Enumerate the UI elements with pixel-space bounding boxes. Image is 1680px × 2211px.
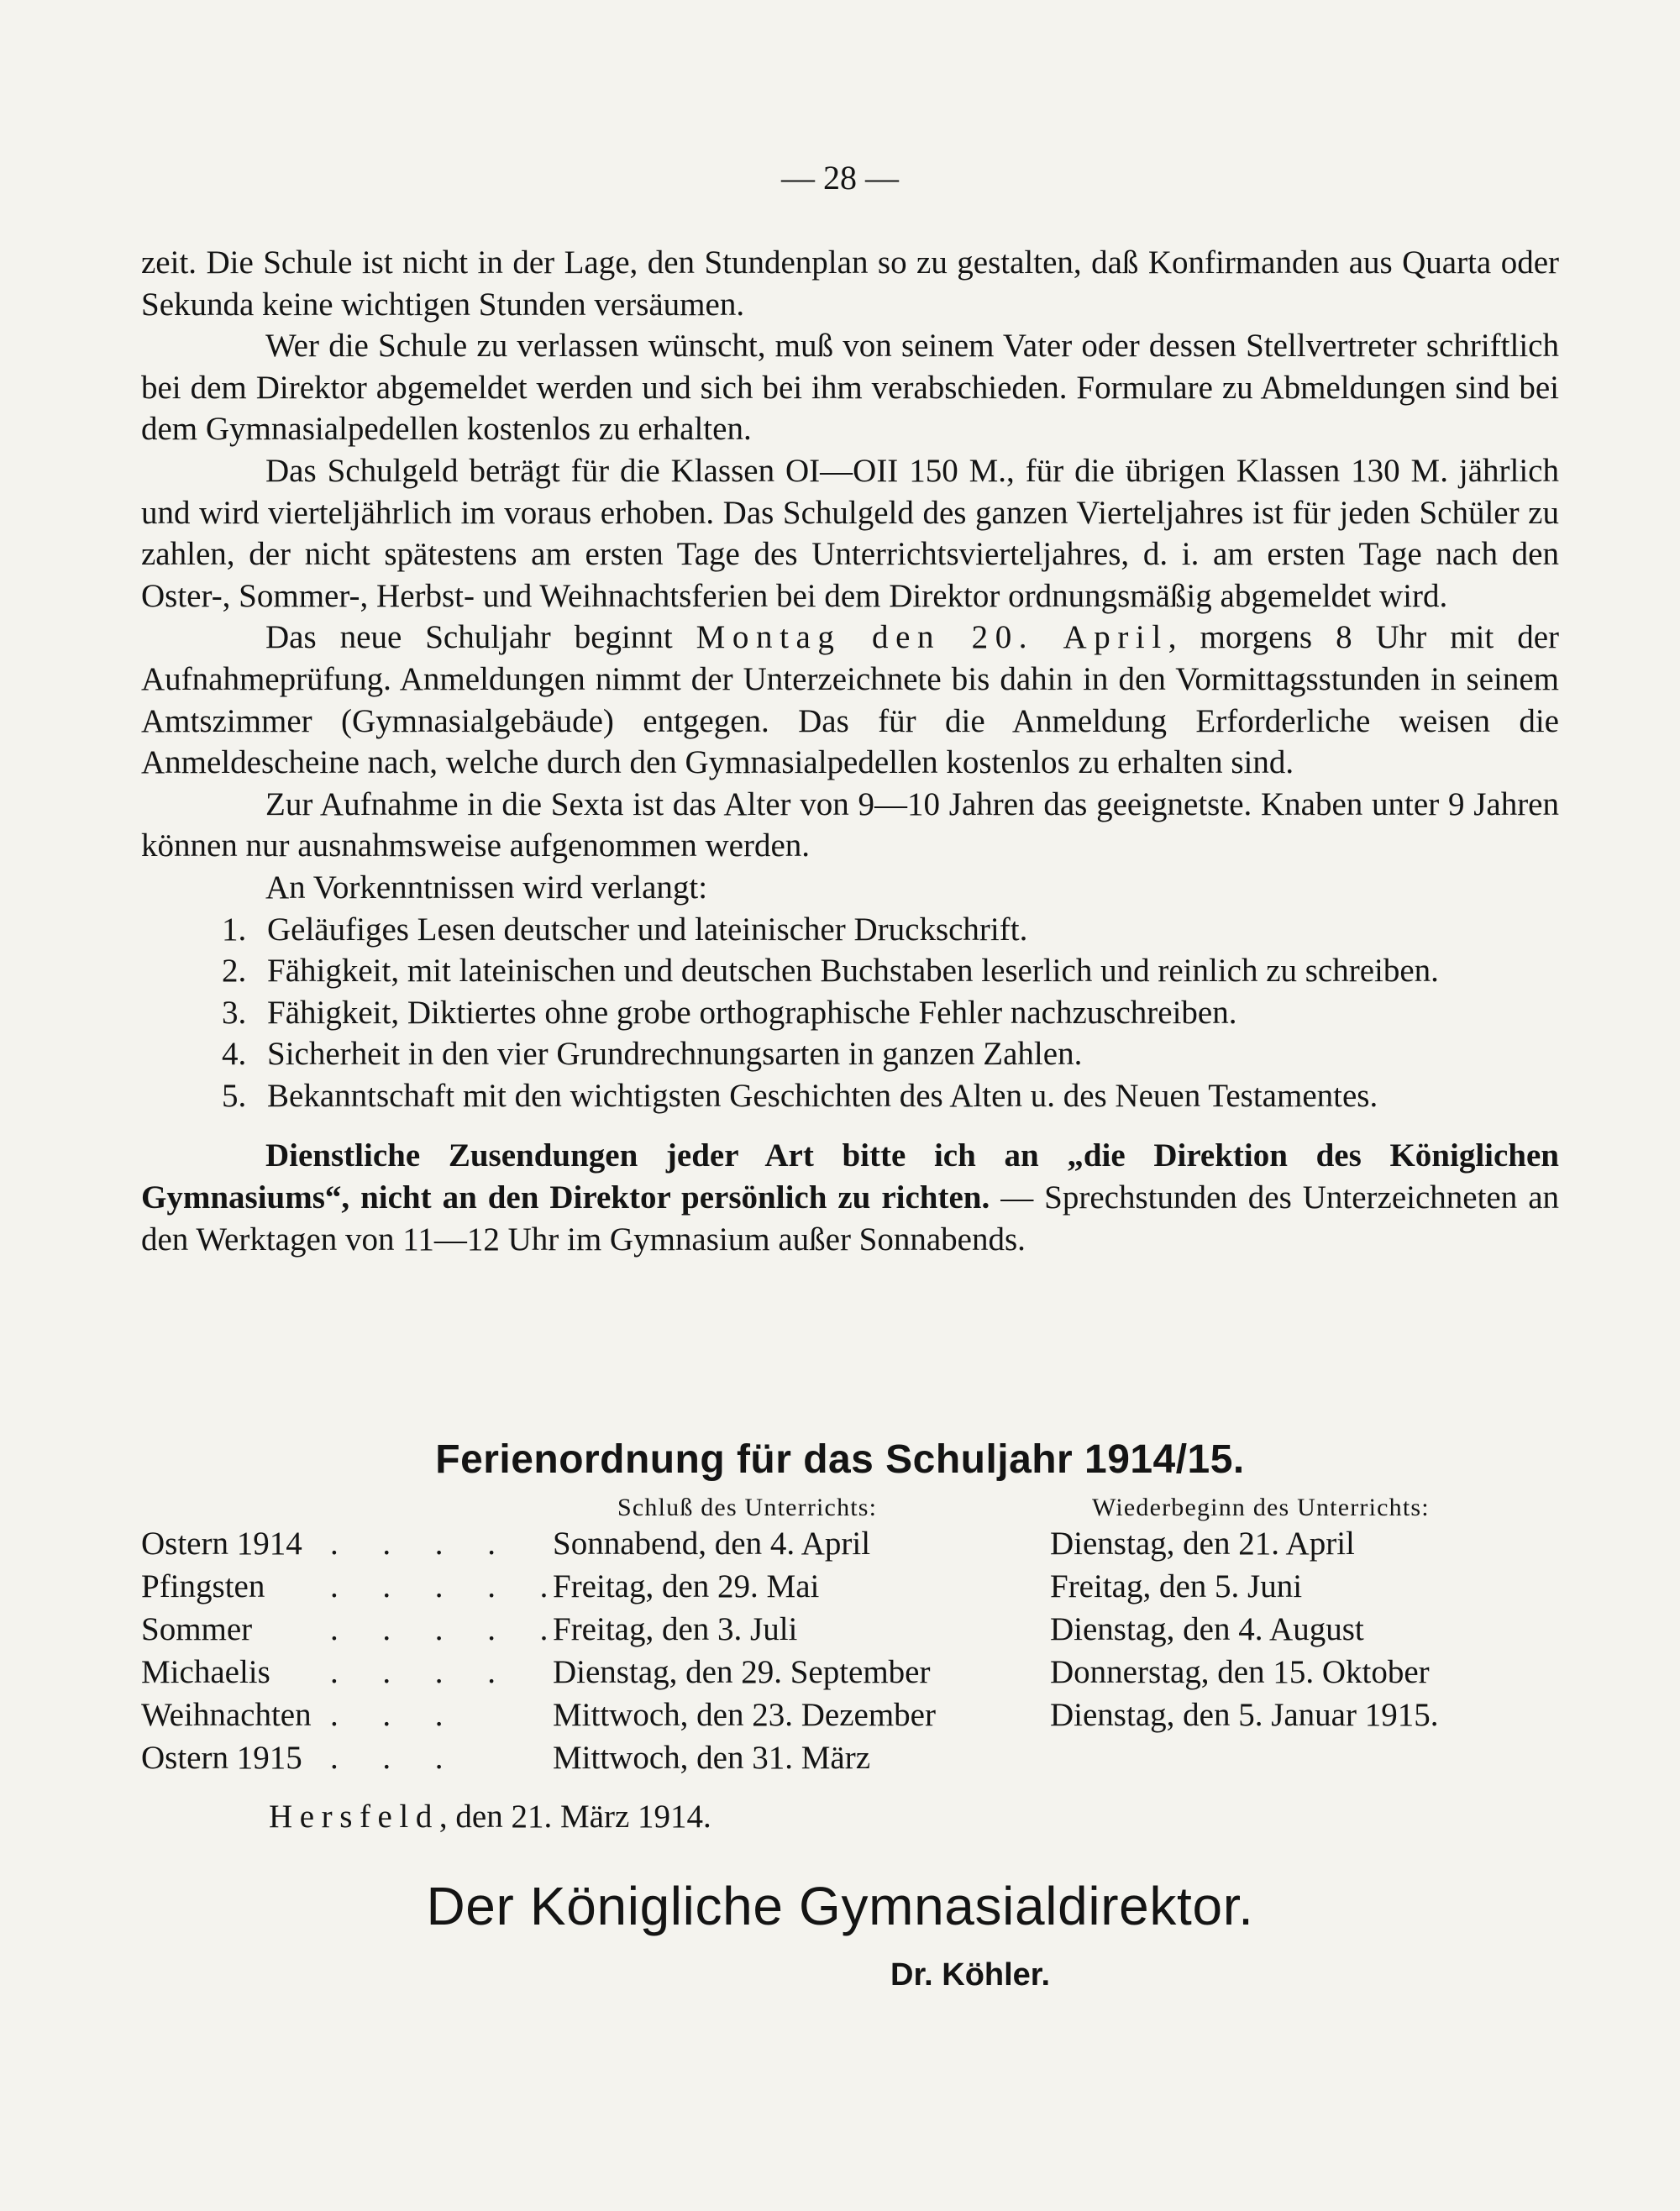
ferien-schluss: Sonnabend, den 4. April [553, 1526, 871, 1562]
leader-dots: . . . [330, 1697, 461, 1733]
ferien-schluss: Mittwoch, den 31. März [553, 1740, 871, 1776]
table-row [141, 1736, 1569, 1779]
paragraph-konfirmanden: zeit. Die Schule ist nicht in der Lage, den Stundenplan so zu gestalten, daß Konfirmanden aus Quarta oder Sekunda keine wichtigen Stunden versäumen. [141, 244, 1559, 323]
body-text [141, 242, 1559, 1260]
list-item-number: 4. [222, 1036, 247, 1073]
list-item-text: Geläufiges Lesen deutscher und lateinischer Druckschrift. [267, 911, 1028, 948]
ferienordnung-title: Ferienordnung für das Schuljahr 1914/15. [435, 1437, 1245, 1482]
zusendungen-bold: Dienstliche Zusendungen jeder Art bitte ich an „die Direktion des Königlichen Gymnasiums“, nicht an den Direktor persönlich zu richten. [141, 1137, 1559, 1216]
ferien-schluss: Mittwoch, den 23. Dezember [553, 1697, 936, 1733]
leader-dots: . . . . [330, 1654, 514, 1690]
schuljahr-date: Montag den 20. April [696, 619, 1168, 656]
place-town: Hersfeld [269, 1799, 439, 1835]
ferien-name-cell [141, 1651, 553, 1694]
list-item [141, 950, 1559, 992]
leader-dots: . . . [330, 1740, 461, 1776]
leader-dots: . . . . . [330, 1568, 566, 1604]
column-header-wiederbeginn: Wiederbeginn des Unterrichts: [1092, 1494, 1430, 1521]
ferien-name-cell [141, 1608, 566, 1651]
list-item-number: 2. [222, 953, 247, 990]
paragraph-schuljahr [141, 617, 1559, 783]
list-item-text: Fähigkeit, Diktiertes ohne grobe orthographische Fehler nachzuschreiben. [267, 994, 1237, 1031]
table-row [141, 1608, 1569, 1651]
ferien-schluss: Freitag, den 3. Juli [553, 1611, 798, 1647]
ferien-schluss: Freitag, den 29. Mai [553, 1568, 820, 1604]
paragraph-aufnahme: Zur Aufnahme in die Sexta ist das Alter von 9—10 Jahren das geeignetste. Knaben unter 9 Jahren können nur ausnahmsweise aufgenommen werden. [141, 785, 1559, 864]
schuljahr-after: , morgens 8 Uhr mit der Aufnahmeprüfung. Anmeldungen nimmt der Unterzeichnete bis dahin in den Vormittagsstunden in seinem Amtszimmer (Gymnasialgebäude) entgegen. Das für die Anmeldung Erforderliche weisen die Anmeldescheine nach, welche durch den Gymnasialpedellen kostenlos zu erhalten sind. [141, 619, 1559, 781]
ferien-wiederbeginn: Donnerstag, den 15. Oktober [1050, 1654, 1430, 1690]
ferien-name: Ostern 1914 [141, 1526, 302, 1562]
paragraph-schulgeld: Das Schulgeld beträgt für die Klassen OI—OII 150 M., für die übrigen Klassen 130 M. jährlich und wird vierteljährlich im voraus erhoben. Das Schulgeld des ganzen Vierteljahres ist für jeden Schüler zu zahlen, der nicht spätestens am ersten Tage des Unterrichtsvierteljahres, d. i. am ersten Tage nach den Oster-, Sommer-, Herbst- und Weihnachtsferien bei dem Direktor ordnungsmäßig abgemeldet wird. [141, 452, 1559, 614]
ferien-name: Ostern 1915 [141, 1740, 302, 1776]
signature-name: Dr. Köhler. [890, 1957, 1051, 1993]
column-header-schluss: Schluß des Unterrichts: [617, 1494, 878, 1521]
list-item-text: Fähigkeit, mit lateinischen und deutschen Buchstaben leserlich und reinlich zu schreiben. [267, 953, 1439, 990]
table-row [141, 1651, 1569, 1694]
place-date-text: , den 21. März 1914. [438, 1799, 711, 1835]
place-date [269, 1798, 711, 1835]
ferien-name: Michaelis [141, 1654, 270, 1690]
ferien-wiederbeginn: Dienstag, den 4. August [1050, 1611, 1364, 1647]
ferien-wiederbeginn: Dienstag, den 5. Januar 1915. [1050, 1697, 1439, 1733]
leader-dots: . . . . . [330, 1611, 566, 1647]
ferien-schluss: Dienstag, den 29. September [553, 1654, 931, 1690]
list-item-text: Sicherheit in den vier Grundrechnungsarten in ganzen Zahlen. [267, 1036, 1083, 1073]
list-item [141, 1075, 1559, 1117]
page-number: — 28 — [781, 159, 899, 197]
ferien-wiederbeginn: Dienstag, den 21. April [1050, 1526, 1355, 1562]
zusendungen-rest: — Sprechstunden des Unterzeichneten an den Werktagen von 11—12 Uhr im Gymnasium außer Sonnabends. [141, 1179, 1560, 1258]
signature-title: Der Königliche Gymnasialdirektor. [426, 1876, 1254, 1936]
ferien-table [141, 1522, 1569, 1779]
ferien-wiederbeginn [1050, 1736, 1569, 1779]
table-row [141, 1522, 1569, 1565]
paragraph-zusendungen [141, 1135, 1559, 1260]
list-item-number: 1. [222, 911, 247, 948]
paragraph-abmeldung: Wer die Schule zu verlassen wünscht, muß von seinem Vater oder dessen Stellvertreter schriftlich bei dem Direktor abgemeldet werden und sich bei ihm verabschieden. Formulare zu Abmeldungen sind bei dem Gymnasialpedellen kostenlos zu erhalten. [141, 328, 1559, 448]
ferien-name: Sommer [141, 1611, 253, 1647]
schuljahr-before: Das neue Schuljahr beginnt [265, 619, 696, 656]
ferien-name: Weihnachten [141, 1697, 312, 1733]
list-item [141, 1033, 1559, 1075]
vorkenntnisse-list [141, 909, 1559, 1117]
list-item-number: 5. [222, 1077, 247, 1114]
table-row [141, 1565, 1569, 1608]
ferien-name-cell [141, 1694, 553, 1736]
ferien-name-cell [141, 1736, 553, 1779]
list-item [141, 992, 1559, 1034]
leader-dots: . . . . [330, 1526, 514, 1562]
table-row [141, 1694, 1569, 1736]
list-item-text: Bekanntschaft mit den wichtigsten Geschichten des Alten u. des Neuen Testamentes. [267, 1077, 1378, 1114]
ferien-wiederbeginn: Freitag, den 5. Juni [1050, 1568, 1303, 1604]
list-item [141, 909, 1559, 951]
ferien-name-cell [141, 1522, 553, 1565]
list-item-number: 3. [222, 994, 247, 1031]
ferien-name: Pfingsten [141, 1568, 265, 1604]
vorkenntnisse-intro: An Vorkenntnissen wird verlangt: [265, 869, 708, 906]
ferien-name-cell [141, 1565, 566, 1608]
